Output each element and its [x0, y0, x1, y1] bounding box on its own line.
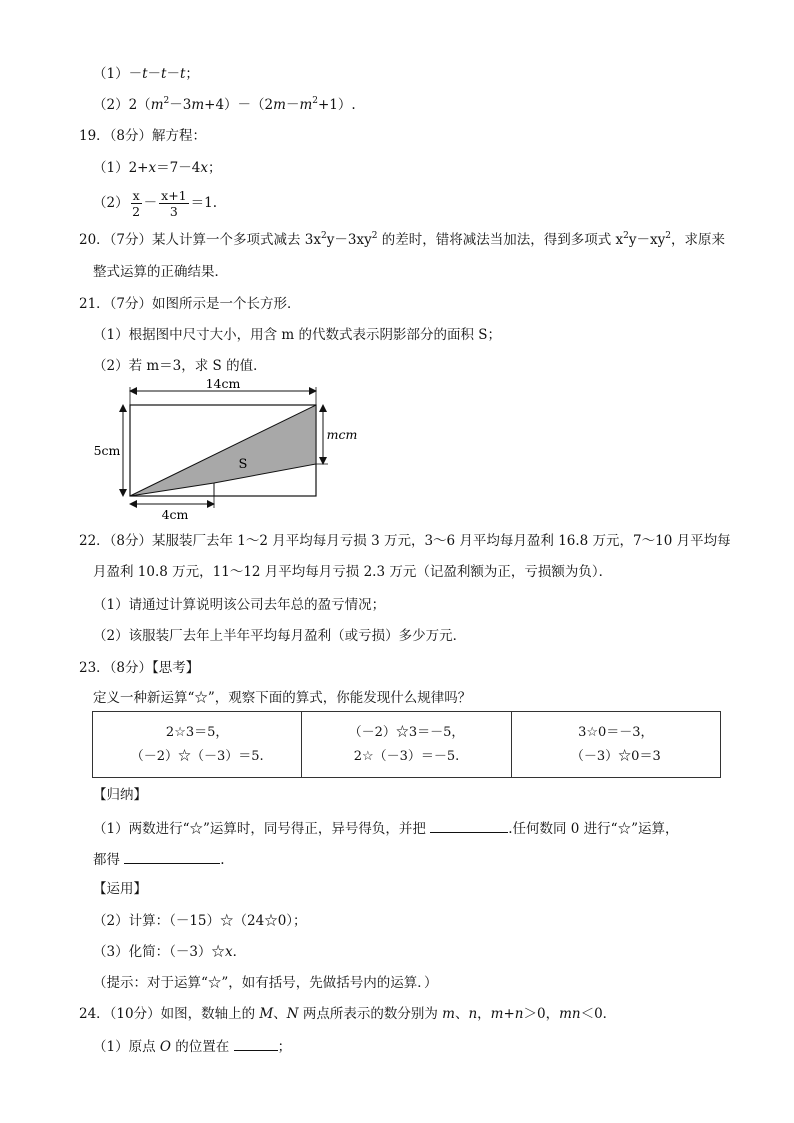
q20-line1: 20．（7分）某人计算一个多项式减去 $3x^2y-3xy^2$ 的差时，错将减法当加法，得到多项式 $x^2y-xy^2$，求原来 — [79, 231, 725, 248]
answer-blank-3[interactable] — [234, 1036, 278, 1051]
q19-part1: （1）2+x＝7－4x； — [93, 160, 222, 176]
shaded-region — [130, 405, 316, 496]
q18-part2: $(2)2(m^2-3m+4)-(2m-m^2+1)$. — [93, 96, 356, 113]
q23-part1-line1: （1）两数进行“☆”运算时，同号得正，异号得负，并把 .任何数同 0 进行“☆”运算， — [93, 818, 678, 839]
fraction-x1-over-3: $\frac{x+1}{3}$ — [161, 188, 187, 219]
q19-part2: （2） $\frac{x}{2}$ － $\frac{x+1}{3}$ ＝1. — [93, 188, 218, 219]
table-cell: 3☆0＝－3， （－3）☆0＝3 — [511, 712, 720, 778]
table-cell: （－2）☆3＝－5， 2☆（－3）＝－5. — [302, 712, 511, 778]
answer-blank-1[interactable] — [430, 818, 508, 833]
right-label: mcm — [326, 427, 358, 442]
shade-label: S — [238, 457, 248, 472]
top-label: 14cm — [205, 378, 241, 391]
q23-hint: （提示：对于运算“☆”，如有括号，先做括号内的运算．） — [93, 975, 438, 991]
q23-part3: （3）化简：（－3）☆x． — [93, 944, 247, 960]
q22-part2: （2）该服装厂去年上半年平均每月盈利（或亏损）多少万元． — [93, 628, 467, 644]
bottom-label: 4cm — [161, 507, 189, 522]
q23-guina-heading: 【归纳】 — [93, 787, 147, 803]
q24-part1: （1）原点 O 的位置在 ； — [93, 1036, 291, 1057]
q21-part2: （2）若 m＝3，求 S 的值． — [93, 358, 267, 374]
table-cell: 2☆3＝5， （－2）☆（－3）＝5. — [93, 712, 302, 778]
q21-heading: 21．（7分）如图所示是一个长方形． — [79, 296, 301, 312]
q22-part1: （1）请通过计算说明该公司去年总的盈亏情况； — [93, 597, 386, 613]
q19-heading: 19．（8分）解方程： — [79, 128, 207, 144]
q23-part1-line2: 都得 . — [93, 849, 225, 870]
q23-yunyong-heading: 【运用】 — [93, 881, 147, 897]
answer-blank-2[interactable] — [124, 849, 220, 864]
q23-part2: （2）计算：（－15）☆（24☆0）； — [93, 913, 307, 929]
q21-part1: （1）根据图中尺寸大小，用含 m 的代数式表示阴影部分的面积 S； — [93, 327, 502, 343]
q20-line2: 整式运算的正确结果． — [93, 264, 228, 280]
q23-definition: 定义一种新运算“☆”，观察下面的算式，你能发现什么规律吗？ — [93, 690, 472, 706]
q18-part1: （1）－t－t－t； — [93, 66, 199, 82]
left-label: 5cm — [93, 443, 121, 458]
rectangle-figure — [85, 378, 375, 528]
q24-heading: 24．（10分）如图，数轴上的 M、N 两点所表示的数分别为 m、n，m+n＞0，mn＜0． — [79, 1006, 617, 1022]
q23-heading: 23．（8分）【思考】 — [79, 660, 200, 676]
q22-line1: 22．（8分）某服装厂去年 1～2 月平均每月亏损 3 万元，3～6 月平均每月盈利 16.8 万元，7～10 月平均每 — [79, 533, 731, 549]
operation-examples-table — [92, 711, 721, 778]
q22-line2: 月盈利 10.8 万元，11～12 月平均每月亏损 2.3 万元（记盈利额为正，亏损额为负）． — [93, 564, 613, 580]
fraction-x-over-2: $\frac{x}{2}$ — [132, 188, 141, 219]
